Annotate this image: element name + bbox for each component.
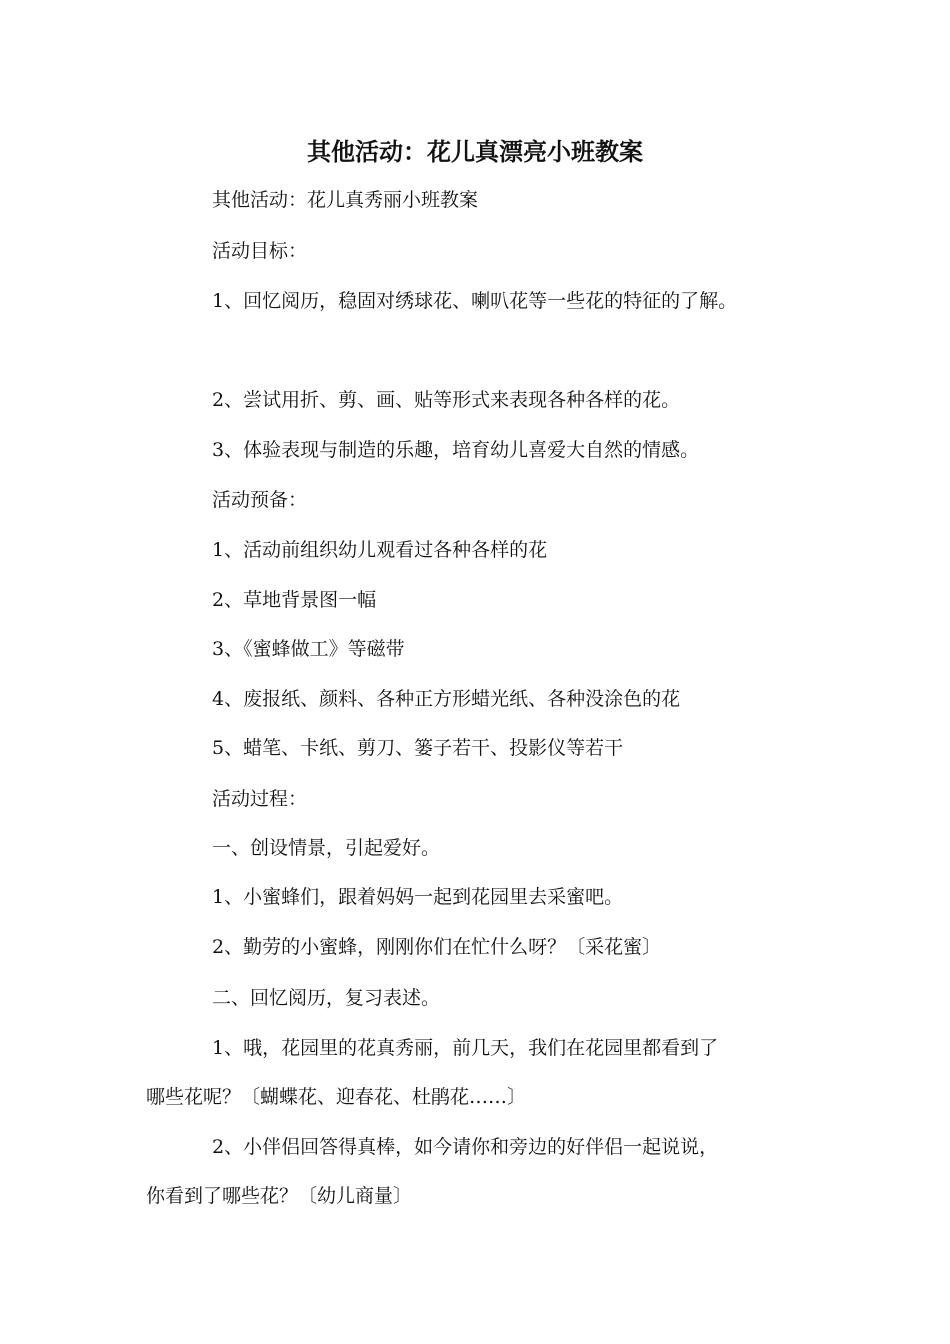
document-title: 其他活动：花儿真漂亮小班教案 xyxy=(307,137,643,166)
goal-item-1: 1、回忆阅历，稳固对绣球花、喇叭花等一些花的特征的了解。 xyxy=(212,290,738,312)
preparation-item-2: 2、草地背景图一幅 xyxy=(212,589,377,611)
heading-activity-goals: 活动目标： xyxy=(212,240,308,262)
goal-item-2: 2、尝试用折、剪、画、贴等形式来表现各种各样的花。 xyxy=(212,389,681,411)
heading-activity-process: 活动过程： xyxy=(212,788,308,810)
goal-item-3: 3、体验表现与制造的乐趣，培育幼儿喜爱大自然的情感。 xyxy=(212,439,700,461)
process-step-2-item-2-line-1: 2、小伴侣回答得真棒，如今请你和旁边的好伴侣一起说说， xyxy=(212,1136,719,1158)
process-step-2-item-1-line-2: 哪些花呢？〔蝴蝶花、迎春花、杜鹃花……〕 xyxy=(146,1086,527,1108)
process-step-1-item-1: 1、小蜜蜂们，跟着妈妈一起到花园里去采蜜吧。 xyxy=(212,886,624,908)
preparation-item-5: 5、蜡笔、卡纸、剪刀、篓子若干、投影仪等若干 xyxy=(212,737,624,759)
paragraph-subtitle: 其他活动：花儿真秀丽小班教案 xyxy=(212,189,479,211)
process-step-1-item-2: 2、勤劳的小蜜蜂，刚刚你们在忙什么呀？〔采花蜜〕 xyxy=(212,936,662,958)
process-step-2-item-1-line-1: 1、哦，花园里的花真秀丽，前几天，我们在花园里都看到了 xyxy=(212,1037,719,1059)
preparation-item-3: 3、《蜜蜂做工》等磁带 xyxy=(212,638,405,660)
process-step-2-item-2-line-2: 你看到了哪些花？〔幼儿商量〕 xyxy=(146,1185,413,1207)
preparation-item-1: 1、活动前组织幼儿观看过各种各样的花 xyxy=(212,539,548,561)
process-step-1-heading: 一、创设情景，引起爱好。 xyxy=(212,837,441,859)
process-step-2-heading: 二、回忆阅历，复习表述。 xyxy=(212,987,441,1009)
heading-activity-preparation: 活动预备： xyxy=(212,489,308,511)
preparation-item-4: 4、废报纸、颜料、各种正方形蜡光纸、各种没涂色的花 xyxy=(212,688,681,710)
